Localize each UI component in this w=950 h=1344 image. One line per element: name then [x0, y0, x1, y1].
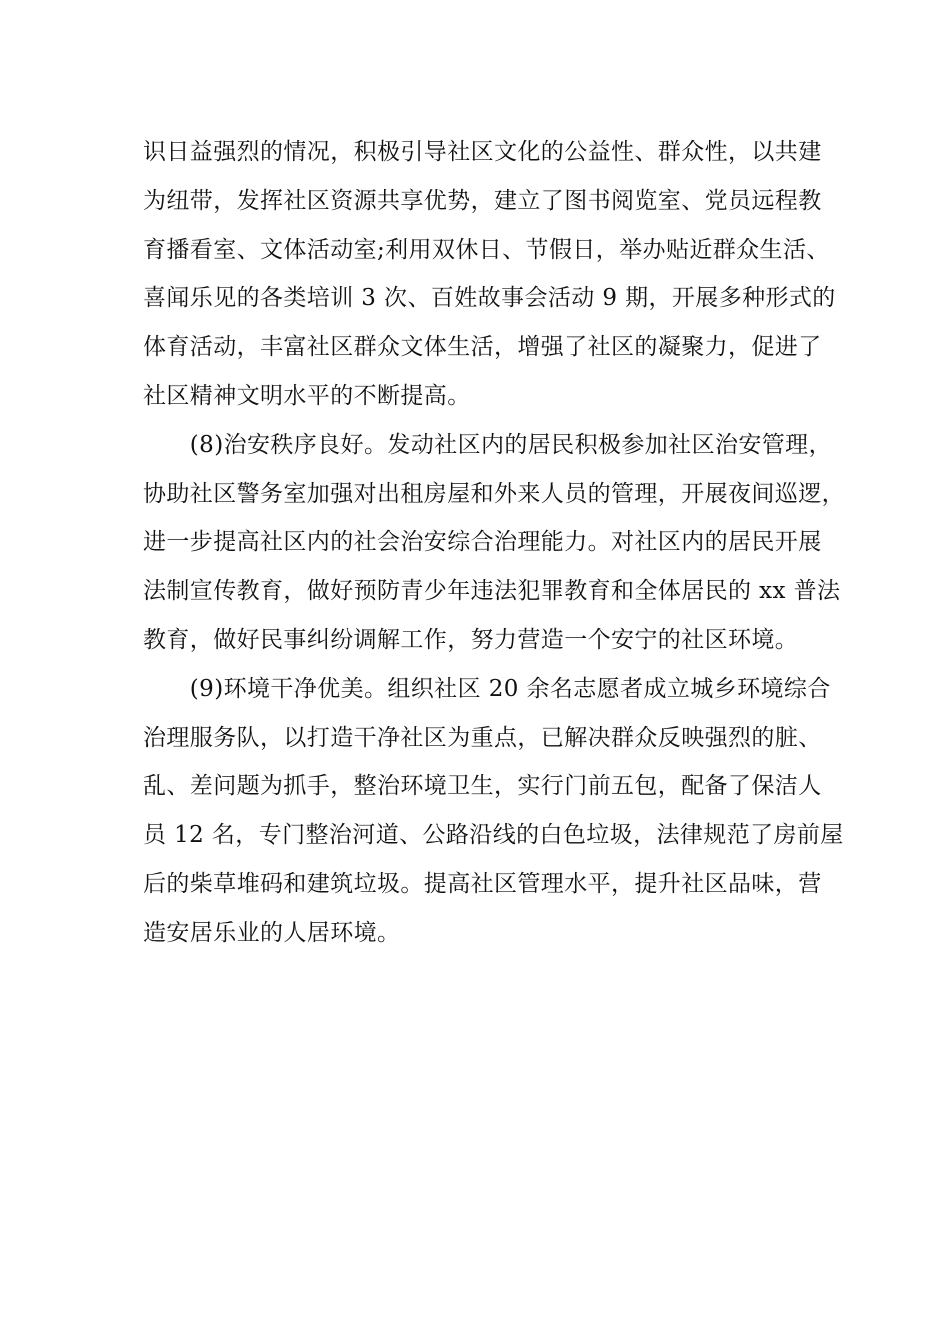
- text-line: (8)治安秩序良好。发动社区内的居民积极参加社区治安管理，: [143, 431, 832, 458]
- text-line: (9)环境干净优美。组织社区 20 余名志愿者成立城乡环境综合: [143, 675, 831, 702]
- text-line: 识日益强烈的情况，积极引导社区文化的公益性、群众性，以共建: [143, 139, 822, 165]
- text-line: 教育，做好民事纠纷调解工作，努力营造一个安宁的社区环境。: [143, 626, 799, 653]
- text-line: 员 12 名，专门整治河道、公路沿线的白色垃圾，法律规范了房前屋: [143, 822, 844, 849]
- text-line: 社区精神文明水平的不断提高。: [143, 382, 471, 409]
- text-line: 协助社区警务室加强对出租房屋和外来人员的管理，开展夜间巡逻，: [143, 480, 845, 507]
- text-line: 治理服务队，以打造干净社区为重点，已解决群众反映强烈的脏、: [143, 724, 822, 751]
- text-line: 乱、差问题为抓手，整治环境卫生，实行门前五包，配备了保洁人: [143, 773, 822, 800]
- text-line: 法制宣传教育，做好预防青少年违法犯罪教育和全体居民的 xx 普法: [143, 578, 841, 605]
- body-text: [143, 128, 845, 958]
- text-line: 进一步提高社区内的社会治安综合治理能力。对社区内的居民开展: [143, 529, 822, 556]
- text-line: 体育活动，丰富社区群众文体生活，增强了社区的凝聚力，促进了: [143, 334, 822, 361]
- text-line: 育播看室、文体活动室;利用双休日、节假日，举办贴近群众生活、: [143, 236, 830, 263]
- text-line: 后的柴草堆码和建筑垃圾。提高社区管理水平，提升社区品味，营: [143, 870, 822, 897]
- text-line: 造安居乐业的人居环境。: [143, 919, 401, 946]
- text-line: 为纽带，发挥社区资源共享优势，建立了图书阅览室、党员远程教: [143, 187, 822, 214]
- text-line: 喜闻乐见的各类培训 3 次、百姓故事会活动 9 期，开展多种形式的: [143, 285, 836, 312]
